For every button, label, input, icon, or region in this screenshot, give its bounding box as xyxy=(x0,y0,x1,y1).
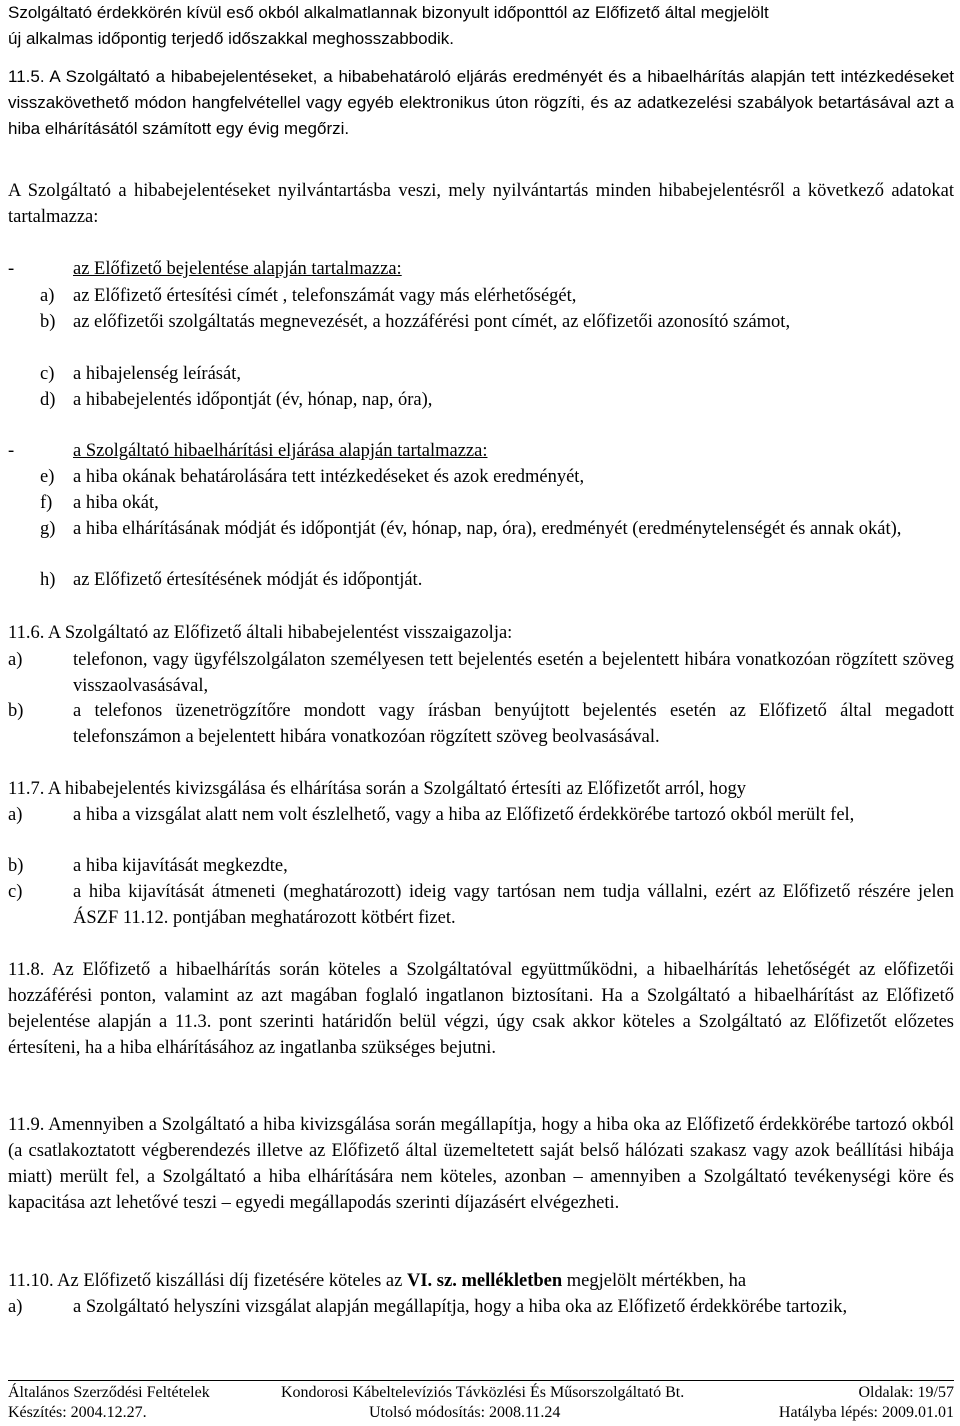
section-11-7-item-c: a hiba kijavítását átmeneti (meghatározott) ideig vagy tartósan nem tudja vállalni, ezért az Előfizető részére jelen ÁSZF 11.12. pontjában meghatározott kötbért fizet. xyxy=(73,882,954,928)
item-d: a hibabejelentés időpontját (év, hónap, nap, óra), xyxy=(73,390,433,410)
section-11-10-intro xyxy=(8,1268,954,1294)
section-11-6-intro: 11.6. A Szolgáltató az Előfizető általi hibabejelentést visszaigazolja: xyxy=(8,623,513,643)
item-label-a: a) xyxy=(40,286,55,306)
footer-effective-date: Hatályba lépés: 2009.01.01 xyxy=(778,1404,954,1421)
section-11-7-intro: 11.7. A hibabejelentés kivizsgálása és elhárítása során a Szolgáltató értesíti az Előfizetőt arról, hogy xyxy=(8,779,747,799)
item-g: a hiba elhárításának módját és időpontját (év, hónap, nap, óra), eredményét (eredménytelenségét és annak okát), xyxy=(73,519,902,539)
list-dash: - xyxy=(8,441,15,461)
item-label-a: a) xyxy=(8,1297,23,1317)
footer-divider xyxy=(8,1380,954,1381)
footer-modified-date: Utolsó módosítás: 2008.11.24 xyxy=(369,1404,561,1421)
item-b: az előfizetői szolgáltatás megnevezését, a hozzáférési pont címét, az előfizetői azonosító számot, xyxy=(73,312,791,332)
footer-document-title: Általános Szerződési Feltételek xyxy=(8,1384,210,1401)
section-11-10-intro-text: 11.10. Az Előfizető kiszállási díj fizetésére köteles az xyxy=(8,1271,407,1291)
item-label-b: b) xyxy=(8,701,24,721)
item-label-c: c) xyxy=(8,882,23,902)
section-11-8: 11.8. Az Előfizető a hibaelhárítás során köteles a Szolgáltatóval együttműködni, a hibaelhárítás lehetőségét az előfizetői hozzáférési ponton, valamint az azt magában foglaló ingatlanon biztosítani. Ha a Szolgáltató a hibaelhárítást az Előfizető bejelentése alapján a 11.3. pont szerinti határidőn belül végzi, úgy csak akkor köteles a Szolgáltató az Előfizetőt előzetes értesíteni, ha a hiba elhárításához az ingatlanba szükséges bejutni. xyxy=(8,960,954,1058)
group-provider-title: a Szolgáltató hibaelhárítási eljárása alapján tartalmazza: xyxy=(73,441,488,461)
section-11-6-item-a: telefonon, vagy ügyfélszolgálaton személyesen tett bejelentés esetén a bejelentett hibára vonatkozóan rögzített szöveg visszaolvasásával, xyxy=(73,650,954,696)
section-11-7-item-a: a hiba a vizsgálat alatt nem volt észlelhető, vagy a hiba az Előfizető érdekkörébe tartozó okból merült fel, xyxy=(73,805,855,825)
item-label-g: g) xyxy=(40,519,56,539)
continuation-line-1: Szolgáltató érdekkörén kívül eső okból alkalmatlannak bizonyult időponttól az Előfizető által megjelölt xyxy=(8,3,769,22)
item-label-e: e) xyxy=(40,467,55,487)
item-label-c: c) xyxy=(40,364,55,384)
item-label-b: b) xyxy=(40,312,56,332)
section-11-5: 11.5. A Szolgáltató a hibabejelentéseket, a hibabehatároló eljárás eredményét és a hibaelhárítás alapján tett intézkedéseket visszakövethető módon hangfelvétellel vagy egyéb elektronikus úton rögzíti, és az adatkezelési szabályok betartásával azt a hiba elhárításától számított egy évig megőrzi. xyxy=(8,67,954,138)
item-f: a hiba okát, xyxy=(73,493,159,513)
item-label-a: a) xyxy=(8,650,23,670)
section-11-7-item-b: a hiba kijavítását megkezdte, xyxy=(73,856,288,876)
item-c: a hibajelenség leírását, xyxy=(73,364,241,384)
section-11-9: 11.9. Amennyiben a Szolgáltató a hiba kivizsgálása során megállapítja, hogy a hiba oka az Előfizető érdekkörébe tartozó okból (a csatlakoztatott végberendezés illetve az Előfizető által üzemeltetett saját belső hálózati szakasz vagy azok beállítási hibája miatt) merült fel, a Szolgáltató a hiba elhárítására nem köteles, azonban – amennyiben a Szolgáltató tevékenységi köre és kapacitása azt lehetővé teszi – egyedi megállapodás szerinti díjazásért elvégezheti. xyxy=(8,1115,954,1213)
annex-reference: VI. sz. xyxy=(406,1271,457,1291)
footer-created-date: Készítés: 2004.12.27. xyxy=(8,1404,147,1421)
item-a: az Előfizető értesítési címét , telefonszámát vagy más elérhetőségét, xyxy=(73,286,577,306)
item-label-a: a) xyxy=(8,805,23,825)
section-11-10-item-a: a Szolgáltató helyszíni vizsgálat alapján megállapítja, hogy a hiba oka az Előfizető érdekkörébe tartozik, xyxy=(73,1297,848,1317)
section-11-10-intro-tail: megjelölt mértékben, ha xyxy=(562,1271,747,1291)
group-subscriber-title: az Előfizető bejelentése alapján tartalmazza: xyxy=(73,259,402,279)
continuation-line-2: új alkalmas időpontig terjedő időszakkal meghosszabbodik. xyxy=(8,29,455,48)
item-label-b: b) xyxy=(8,856,24,876)
item-e: a hiba okának behatárolására tett intézkedéseket és azok eredményét, xyxy=(73,467,585,487)
section-11-5-register-paragraph: A Szolgáltató a hibabejelentéseket nyilvántartásba veszi, mely nyilvántartás minden hibabejelentésről a következő adatokat tartalmazza: xyxy=(8,181,954,227)
item-label-f: f) xyxy=(40,493,53,513)
footer-page-count: Oldalak: 19/57 xyxy=(858,1384,954,1401)
list-dash: - xyxy=(8,259,15,279)
item-h: az Előfizető értesítésének módját és időpontját. xyxy=(73,570,423,590)
item-label-h: h) xyxy=(40,570,56,590)
footer-company: Kondorosi Kábeltelevíziós Távközlési És Műsorszolgáltató Bt. xyxy=(281,1384,685,1401)
section-11-6-item-b: a telefonos üzenetrögzítőre mondott vagy írásban benyújtott bejelentés esetén az Előfizető által megadott telefonszámon a bejelentett hibára vonatkozóan rögzített szöveg beolvasásával. xyxy=(73,701,954,747)
annex-reference-word: mellékletben xyxy=(461,1271,563,1291)
item-label-d: d) xyxy=(40,390,56,410)
